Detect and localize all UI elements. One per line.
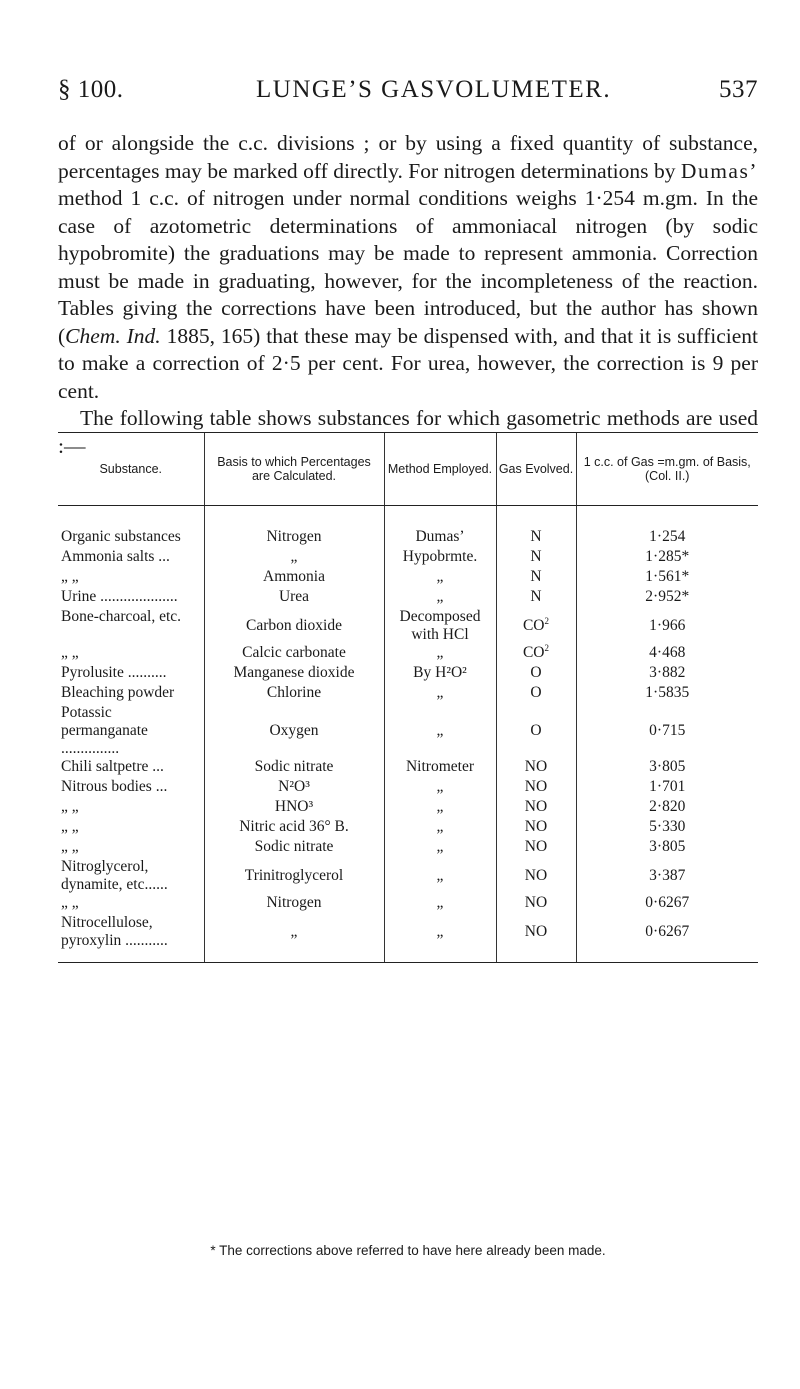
cell-gas bbox=[496, 506, 576, 549]
cell-method: „ bbox=[384, 644, 496, 664]
cell-method: „ bbox=[384, 798, 496, 818]
table-body bbox=[58, 506, 758, 963]
table-row bbox=[58, 894, 758, 914]
cell-substance: „ „ bbox=[61, 838, 79, 855]
cell-substance: Organic substances bbox=[61, 528, 181, 545]
gas-formula: NO bbox=[524, 867, 548, 884]
cell-method: „ bbox=[384, 914, 496, 963]
cell-method: „ bbox=[384, 588, 496, 608]
cell-basis: Sodic nitrate bbox=[204, 838, 384, 858]
cell-value: 4·468 bbox=[576, 644, 758, 664]
cell-value: 5·330 bbox=[576, 818, 758, 838]
header-gas: Gas Evolved. bbox=[496, 433, 576, 506]
cell-gas bbox=[496, 704, 576, 758]
table-row bbox=[58, 644, 758, 664]
gas-subscript: 2 bbox=[544, 642, 550, 653]
table-header-row bbox=[58, 433, 758, 506]
cell-value: 2·952* bbox=[576, 588, 758, 608]
cell-basis: Oxygen bbox=[204, 704, 384, 758]
footnote: * The corrections above referred to have here already been made. bbox=[210, 1243, 606, 1258]
cell-substance: „ „ bbox=[61, 818, 79, 835]
gas-formula: CO bbox=[522, 644, 545, 661]
cell-method: Decomposed with HCl bbox=[384, 608, 496, 644]
table-row bbox=[58, 684, 758, 704]
cell-value: 3·387 bbox=[576, 858, 758, 894]
table-row bbox=[58, 778, 758, 798]
cell-value: 1·561* bbox=[576, 568, 758, 588]
gasometric-methods-table bbox=[58, 432, 758, 963]
running-title: LUNGE’S GASVOLUMETER. bbox=[256, 76, 612, 103]
gas-formula: NO bbox=[524, 758, 548, 775]
cell-gas bbox=[496, 914, 576, 963]
header-substance: Substance. bbox=[58, 433, 204, 506]
cell-method: By H²O² bbox=[384, 664, 496, 684]
page-number: 537 bbox=[719, 76, 758, 103]
cell-value: 0·6267 bbox=[576, 894, 758, 914]
cell-gas bbox=[496, 664, 576, 684]
table-row bbox=[58, 838, 758, 858]
cell-basis: Calcic carbonate bbox=[204, 644, 384, 664]
cell-substance: Ammonia salts ... bbox=[61, 548, 170, 565]
cell-basis: Carbon dioxide bbox=[204, 608, 384, 644]
cell-basis: Chlorine bbox=[204, 684, 384, 704]
section-number: § 100. bbox=[58, 76, 124, 103]
gas-formula: NO bbox=[524, 894, 548, 911]
cell-substance: Chili saltpetre ... bbox=[61, 758, 164, 775]
cell-value: 0·6267 bbox=[576, 914, 758, 963]
cell-method: „ bbox=[384, 568, 496, 588]
gas-formula: NO bbox=[524, 838, 548, 855]
header-value: 1 c.c. of Gas =m.gm. of Basis, (Col. II.) bbox=[576, 433, 758, 506]
cell-method: „ bbox=[384, 818, 496, 838]
cell-method: Hypobrmte. bbox=[384, 548, 496, 568]
cell-basis: Nitric acid 36° B. bbox=[204, 818, 384, 838]
cell-method: „ bbox=[384, 894, 496, 914]
cell-gas bbox=[496, 548, 576, 568]
cell-value: 0·715 bbox=[576, 704, 758, 758]
cell-gas bbox=[496, 608, 576, 644]
cell-basis: Urea bbox=[204, 588, 384, 608]
cell-basis: HNO³ bbox=[204, 798, 384, 818]
table-row bbox=[58, 818, 758, 838]
cell-value: 1·701 bbox=[576, 778, 758, 798]
table-row bbox=[58, 608, 758, 644]
cell-basis: Trinitroglycerol bbox=[204, 858, 384, 894]
cell-method: „ bbox=[384, 704, 496, 758]
gas-formula: O bbox=[530, 722, 542, 739]
cell-substance: „ „ bbox=[61, 798, 79, 815]
cell-substance: Potassic permanganate ............... bbox=[61, 704, 148, 757]
journal-reference: Chem. Ind. bbox=[65, 323, 161, 348]
gas-formula: N bbox=[530, 548, 542, 565]
cell-basis: Nitrogen bbox=[204, 506, 384, 549]
table-row bbox=[58, 664, 758, 684]
cell-basis: Manganese dioxide bbox=[204, 664, 384, 684]
cell-value: 3·882 bbox=[576, 664, 758, 684]
gas-formula: O bbox=[530, 684, 542, 701]
cell-basis: Ammonia bbox=[204, 568, 384, 588]
cell-gas bbox=[496, 798, 576, 818]
cell-basis: Nitrogen bbox=[204, 894, 384, 914]
cell-gas bbox=[496, 778, 576, 798]
cell-value: 1·254 bbox=[576, 506, 758, 549]
cell-gas bbox=[496, 588, 576, 608]
table-row bbox=[58, 858, 758, 894]
cell-value: 3·805 bbox=[576, 758, 758, 778]
cell-method: „ bbox=[384, 858, 496, 894]
cell-basis: „ bbox=[204, 914, 384, 963]
cell-gas bbox=[496, 838, 576, 858]
table-row bbox=[58, 798, 758, 818]
cell-substance: Bone-charcoal, etc. bbox=[61, 608, 182, 625]
table-row bbox=[58, 548, 758, 568]
cell-substance: Nitrocellulose, pyroxylin ........... bbox=[58, 914, 204, 963]
cell-substance: Urine .................... bbox=[61, 588, 178, 605]
cell-basis: Sodic nitrate bbox=[204, 758, 384, 778]
table-row bbox=[58, 568, 758, 588]
cell-value: 1·5835 bbox=[576, 684, 758, 704]
cell-method: Nitrometer bbox=[384, 758, 496, 778]
header-basis: Basis to which Percentages are Calculated. bbox=[204, 433, 384, 506]
table-row bbox=[58, 704, 758, 758]
gas-formula: O bbox=[530, 664, 542, 681]
cell-substance: Pyrolusite .......... bbox=[61, 664, 167, 681]
cell-basis: N²O³ bbox=[204, 778, 384, 798]
cell-gas bbox=[496, 818, 576, 838]
table-row bbox=[58, 758, 758, 778]
cell-substance: Nitrous bodies ... bbox=[61, 778, 168, 795]
paragraph-1: of or alongside the c.c. divisions ; or by using a fixed quantity of substance, percentages may be marked off directly. For nitrogen determinations by Dumas’ method 1 c.c. of nitrogen under normal conditions weighs 1·254 m.gm. In the case of azotometric determinations of ammoniacal nitrogen (by sodic hypobromite) the graduations may be made to represent ammonia. Correction must be made in graduating, however, for the incompleteness of the reaction. Tables giving the corrections have been introduced, but the author has shown (Chem. Ind. 1885, 165) that these may be dispensed with, and that it is sufficient to make a correction of 2·5 per cent. For urea, however, the correction is 9 per cent. bbox=[58, 131, 758, 403]
cell-gas bbox=[496, 568, 576, 588]
cell-value: 2·820 bbox=[576, 798, 758, 818]
cell-gas bbox=[496, 684, 576, 704]
gas-formula: N bbox=[530, 588, 542, 605]
cell-substance: Nitroglycerol, dynamite, etc...... bbox=[61, 858, 168, 893]
cell-gas bbox=[496, 894, 576, 914]
cell-basis: „ bbox=[204, 548, 384, 568]
cell-value: 3·805 bbox=[576, 838, 758, 858]
gas-formula: CO bbox=[522, 617, 545, 634]
cell-substance: Bleaching powder bbox=[61, 684, 175, 701]
gas-formula: NO bbox=[524, 923, 548, 940]
cell-gas bbox=[496, 644, 576, 664]
cell-method: „ bbox=[384, 778, 496, 798]
table-row bbox=[58, 588, 758, 608]
gas-formula: N bbox=[530, 568, 542, 585]
running-header bbox=[58, 76, 758, 112]
cell-method: „ bbox=[384, 838, 496, 858]
cell-gas bbox=[496, 758, 576, 778]
cell-method: „ bbox=[384, 684, 496, 704]
gas-formula: NO bbox=[524, 818, 548, 835]
body-text bbox=[58, 130, 758, 460]
cell-method: Dumas’ bbox=[384, 506, 496, 549]
gas-formula: N bbox=[530, 528, 542, 545]
cell-gas bbox=[496, 858, 576, 894]
gas-formula: NO bbox=[524, 798, 548, 815]
paragraph-2: The following table shows substances for which gasometric methods are used :— bbox=[58, 406, 758, 458]
cell-value: 1·285* bbox=[576, 548, 758, 568]
gas-formula: NO bbox=[524, 778, 548, 795]
header-method: Method Employed. bbox=[384, 433, 496, 506]
table-row bbox=[58, 506, 758, 549]
cell-substance: „ „ bbox=[61, 644, 79, 661]
gas-subscript: 2 bbox=[544, 615, 550, 626]
cell-substance: „ „ bbox=[61, 568, 79, 585]
cell-value: 1·966 bbox=[576, 608, 758, 644]
author-name: Dumas’ bbox=[680, 158, 758, 183]
table-row bbox=[58, 914, 758, 963]
cell-substance: „ „ bbox=[61, 894, 79, 911]
